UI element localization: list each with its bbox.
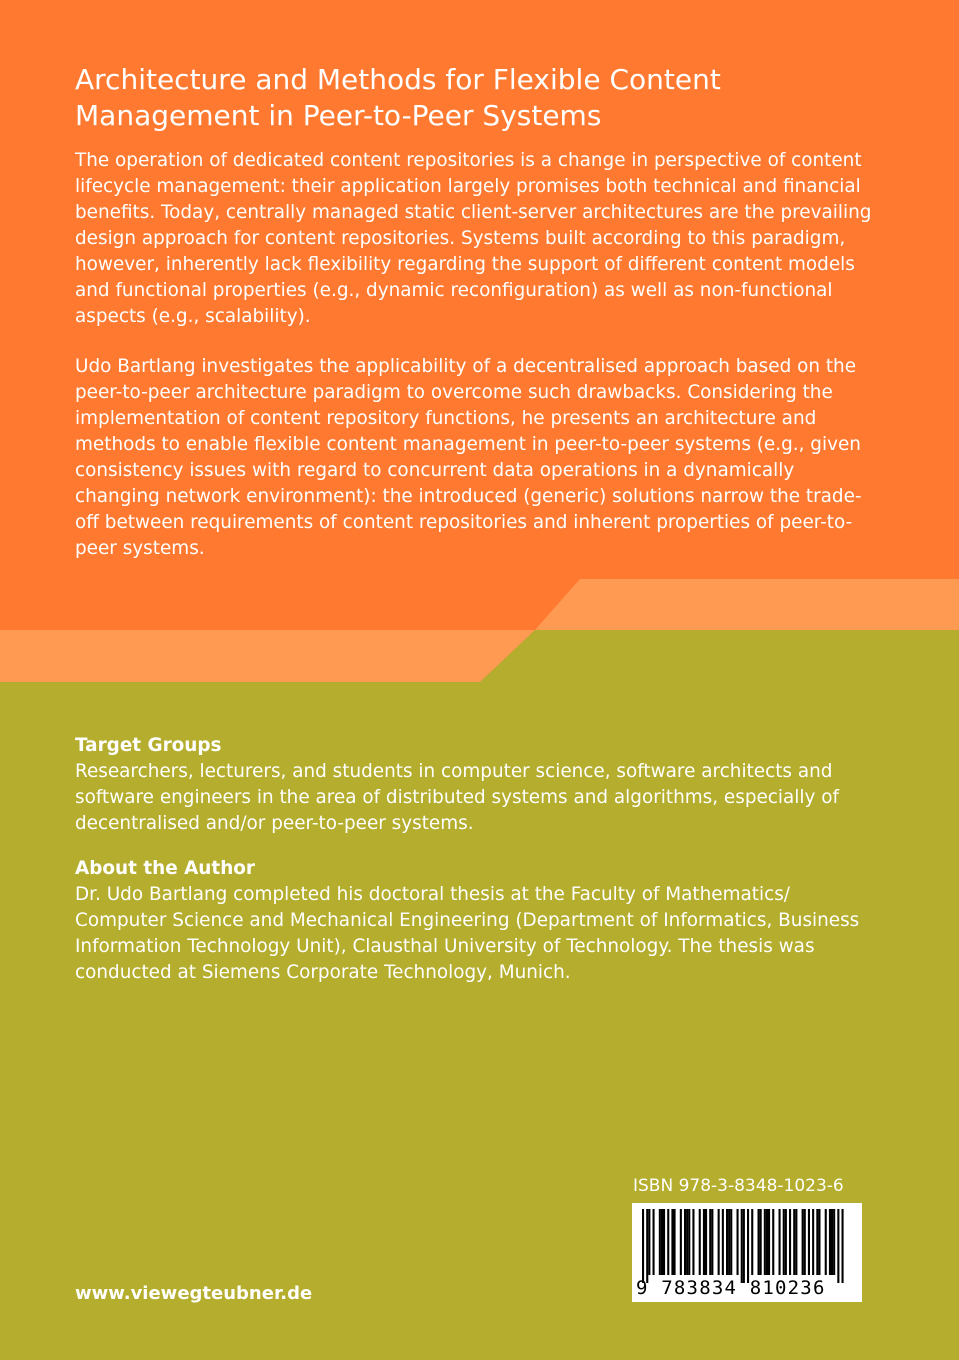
barcode-bar — [718, 1209, 720, 1275]
barcode-bar — [686, 1209, 688, 1275]
barcode-bar — [818, 1209, 820, 1275]
barcode-bar — [737, 1209, 739, 1275]
barcode-bar — [747, 1209, 749, 1283]
barcode-bar — [663, 1209, 665, 1275]
barcode-bar — [833, 1209, 835, 1275]
barcode-bar — [674, 1209, 676, 1275]
barcode-bar — [804, 1209, 806, 1275]
barcode-bar — [783, 1209, 785, 1275]
barcode-bar — [802, 1209, 804, 1275]
barcode-bar — [751, 1209, 753, 1275]
barcode-bar — [808, 1209, 810, 1275]
barcode-bar — [741, 1209, 743, 1283]
barcode-bar — [760, 1209, 762, 1275]
barcode-bar — [667, 1209, 669, 1275]
barcode-bar — [758, 1209, 760, 1275]
olive-diagonal-band — [480, 630, 959, 682]
barcode-bar — [766, 1209, 768, 1275]
target-groups-heading: Target Groups — [75, 735, 222, 756]
barcode-bar — [680, 1209, 682, 1275]
publisher-website: www.viewegteubner.de — [75, 1283, 313, 1304]
about-author-text: Dr. Udo Bartlang completed his doctoral thesis at the Faculty of Mathematics/ Computer Science and Mechanical Engineering (Department of Informatics, Business Information Technology Unit), Clausthal University of Technology. The thesis was conducted at Siemens Corporate Technology, Munich. — [75, 884, 860, 983]
isbn-barcode — [632, 1203, 862, 1302]
barcode-bar — [842, 1209, 844, 1283]
barcode-bar — [768, 1209, 770, 1275]
barcode-bar — [726, 1209, 728, 1275]
barcode-bar — [837, 1209, 839, 1283]
barcode-bar — [659, 1209, 661, 1275]
barcode-bar — [812, 1209, 814, 1275]
barcode-bar — [728, 1209, 730, 1275]
barcode-bar — [730, 1209, 732, 1275]
barcode-bar — [825, 1209, 827, 1275]
barcode-bar — [711, 1209, 713, 1275]
barcode-bar — [653, 1209, 655, 1275]
barcode-bar — [795, 1209, 797, 1275]
barcode-bar — [699, 1209, 701, 1275]
barcode-bar — [671, 1209, 673, 1275]
description-paragraph-2: Udo Bartlang investigates the applicability of a decentralised approach based on the peer-to-peer architecture paradigm to overcome such drawbacks. Considering the implementation of content repository functions, he presents an architecture and methods to enable flexible content management in peer-to-peer systems (e.g., given consistency issues with regard to concurrent data operations in a dynamically changing network environment): the introduced (generic) solutions narrow the trade-off between requirements of content repositories and inherent properties of peer-to-peer systems. — [75, 356, 862, 559]
barcode-bar — [793, 1209, 795, 1275]
barcode-digits: 9 783834 810236 — [636, 1277, 826, 1299]
barcode-bar — [764, 1209, 766, 1275]
barcode-bar — [648, 1209, 650, 1275]
barcode-bar — [816, 1209, 818, 1275]
barcode-bar — [705, 1209, 707, 1275]
light-orange-band-lower — [0, 630, 535, 682]
about-author-heading: About the Author — [75, 858, 255, 879]
book-title: Architecture and Methods for Flexible Content Management in Peer-to-Peer Systems — [75, 63, 721, 132]
barcode-bar — [688, 1209, 690, 1275]
barcode-bar — [722, 1209, 724, 1275]
barcode-bar — [772, 1209, 774, 1275]
barcode-bar — [661, 1209, 663, 1275]
barcode-bar — [646, 1209, 648, 1283]
barcode-bar — [779, 1209, 781, 1275]
isbn-label: ISBN 978-3-8348-1023-6 — [633, 1176, 844, 1196]
barcode-bar — [831, 1209, 833, 1275]
barcode-bar — [789, 1209, 791, 1275]
barcode-bar — [684, 1209, 686, 1275]
barcode-bar — [785, 1209, 787, 1275]
barcode-bar — [709, 1209, 711, 1275]
description-paragraph-1: The operation of dedicated content repositories is a change in perspective of content lifecycle management: their application largely promises both technical and financial benefits. Today, centrally managed static client-server architectures are the prevailing design approach for content repositories. Systems built according to this paradigm, however, inherently lack flexibility regarding the support of different content models and functional properties (e.g., dynamic reconfiguration) as well as non-functional aspects (e.g., scalability). — [75, 150, 872, 327]
barcode-bar — [703, 1209, 705, 1275]
light-orange-band-upper — [535, 579, 959, 630]
barcode-bar — [642, 1209, 644, 1283]
barcode-bar — [692, 1209, 694, 1275]
target-groups-text: Researchers, lecturers, and students in computer science, software architects and software engineers in the area of distributed systems and algorithms, especially of decentralised and/or peer-to-peer systems. — [75, 761, 839, 834]
barcode-bar — [743, 1209, 745, 1283]
barcode-bar — [829, 1209, 831, 1275]
